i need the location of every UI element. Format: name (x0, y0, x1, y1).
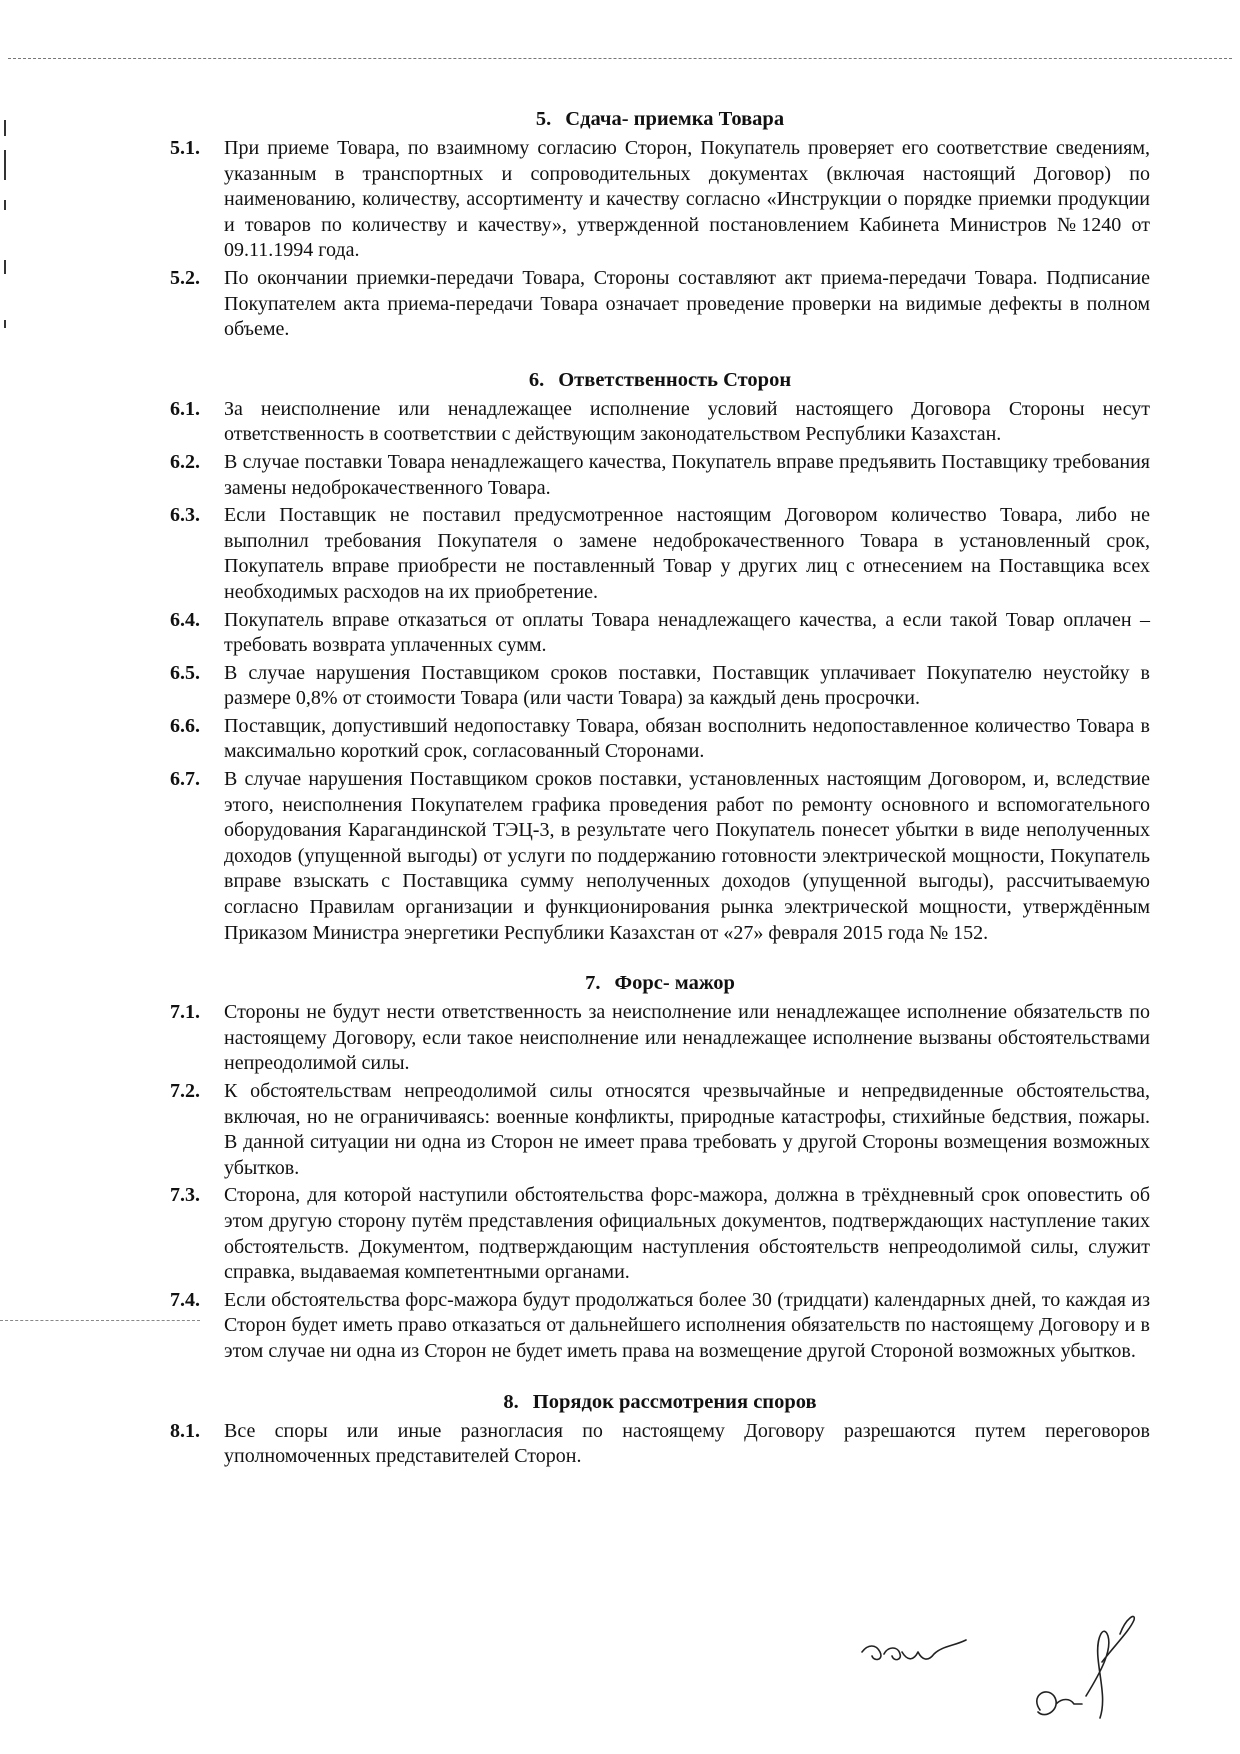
contract-body (170, 106, 1150, 1472)
section-number: 8. (503, 1390, 519, 1413)
clause-7-1 (170, 1000, 1150, 1077)
section-title (170, 970, 1150, 996)
clause-number: 7.1. (170, 1001, 200, 1024)
clause-text: Все споры или иные разногласия по настоящему Договору разрешаются путем переговоров уполномоченных представителей Сторон. (224, 1419, 1150, 1468)
section-8 (170, 1389, 1150, 1470)
clause-number: 7.3. (170, 1184, 200, 1207)
section-5 (170, 106, 1150, 343)
clause-text: В случае нарушения Поставщиком сроков поставки, установленных настоящим Договором, и, вследствие этого, неисполнения Покупателем графика проведения работ по ремонту основного и вспомогательного оборудования Карагандинской ТЭЦ-3, в результате чего Покупатель понесет убытки в виде неполученных доходов (упущенной выгоды) от услуги по поддержанию готовности электрической мощности, Покупатель вправе взыскать с Поставщика сумму неполученных доходов (упущенной выгоды), рассчитываемую согласно Правилам организации и функционирования рынка электрической мощности, утверждённым Приказом Министра энергетики Республики Казахстан от «27» февраля 2015 года № 152. (224, 768, 1150, 944)
clause-text: За неисполнение или ненадлежащее исполнение условий настоящего Договора Стороны несут ответственность в соответствии с действующим законодательством Республики Казахстан. (224, 397, 1150, 446)
clause-text: В случае поставки Товара ненадлежащего качества, Покупатель вправе предъявить Поставщику требования замены недоброкачественного Товара. (224, 450, 1150, 499)
section-number: 7. (585, 972, 601, 995)
clause-6-3 (170, 503, 1150, 605)
clause-8-1 (170, 1419, 1150, 1470)
clause-number: 6.3. (170, 504, 200, 527)
clause-number: 7.2. (170, 1080, 200, 1102)
clause-7-2 (170, 1079, 1150, 1181)
section-title (170, 367, 1150, 393)
section-6 (170, 367, 1150, 946)
signature-2 (1037, 1616, 1134, 1718)
scan-stray-rule (0, 1320, 200, 1321)
clause-text: Поставщик, допустивший недопоставку Товара, обязан восполнить недопоставленное количество Товара в максимально короткий срок, согласованный Сторонами. (224, 714, 1150, 763)
handwritten-signatures (850, 1600, 1180, 1740)
clause-number: 5.1. (170, 137, 200, 159)
clause-text: Если Поставщик не поставил предусмотренное настоящим Договором количество Товара, либо не выполнил требования Покупателя о замене недоброкачественного Товара в установленный срок, Покупатель вправе приобрести не поставленный Товар у других лиц с отнесением на Поставщика всех необходимых расходов на их приобретение. (224, 504, 1150, 603)
clause-5-2 (170, 266, 1150, 343)
clause-number: 5.2. (170, 266, 200, 289)
clause-text: При приеме Товара, по взаимному согласию Сторон, Покупатель проверяет его соответствие сведениям, указанным в транспортных и сопроводительных документах (включая настоящий Договор) по наименованию, количеству, ассортименту и качеству согласно «Инструкции о порядке приемки продукции и товаров по количеству и качеству», утвержденной постановлением Кабинета Министров №1240 от 09.11.1994 года. (224, 137, 1150, 262)
clause-7-4 (170, 1288, 1150, 1365)
clause-6-4 (170, 608, 1150, 659)
clause-text: Стороны не будут нести ответственность за неисполнение или ненадлежащее исполнение обязательств по настоящему Договору, если такое неисполнение или ненадлежащее исполнение вызваны обстоятельствами непреодолимой силы. (224, 1001, 1150, 1075)
clause-text: Если обстоятельства форс-мажора будут продолжаться более 30 (тридцати) календарных дней, то каждая из Сторон будет иметь право отказаться от дальнейшего исполнения обязательств по настоящему Договору и в этом случае ни одна из Сторон не будет иметь права на возмещение другой Стороной возможных убытков. (224, 1288, 1150, 1362)
section-7 (170, 970, 1150, 1364)
clause-number: 6.2. (170, 450, 200, 473)
clause-text: Сторона, для которой наступили обстоятельства форс-мажора, должна в трёхдневный срок оповестить об этом другую сторону путём представления официальных документов, подтверждающих наступление таких обстоятельств. Документом, подтверждающим наступления обстоятельств непреодолимой силы, служит справка, выдаваемая компетентными органами. (224, 1184, 1150, 1284)
signature-1 (862, 1640, 966, 1660)
section-number: 6. (528, 368, 545, 391)
section-number: 5. (535, 108, 552, 130)
clause-number: 8.1. (170, 1419, 200, 1442)
section-title (170, 106, 1150, 132)
clause-number: 7.4. (170, 1288, 200, 1311)
clause-6-7 (170, 767, 1150, 946)
clause-text: По окончании приемки-передачи Товара, Стороны составляют акт приема-передачи Товара. Подписание Покупателем акта приема-передачи Товара означает проведение проверки на видимые дефекты в полном объеме. (224, 266, 1150, 341)
clause-6-1 (170, 397, 1150, 448)
section-heading: Порядок рассмотрения споров (532, 1390, 817, 1413)
clause-number: 6.4. (170, 608, 200, 631)
clause-number: 6.5. (170, 661, 200, 684)
clause-6-2 (170, 450, 1150, 501)
clause-7-3 (170, 1183, 1150, 1285)
section-title (170, 1389, 1150, 1415)
clause-number: 6.1. (170, 397, 200, 420)
scan-top-rule (8, 58, 1232, 59)
scan-left-edge-marks (4, 100, 10, 380)
clause-6-5 (170, 661, 1150, 712)
clause-6-6 (170, 714, 1150, 765)
clause-number: 6.6. (170, 714, 200, 737)
section-heading: Сдача- приемка Товара (565, 108, 785, 130)
clause-number: 6.7. (170, 768, 200, 791)
clause-5-1 (170, 136, 1150, 264)
clause-text: К обстоятельствам непреодолимой силы относятся чрезвычайные и непредвиденные обстоятельства, включая, но не ограничиваясь: военные конфликты, природные катастрофы, стихийные бедствия, пожары. В данной ситуации ни одна из Сторон не имеет права требовать у другой Стороны возмещения возможных убытков. (224, 1080, 1150, 1179)
clause-text: Покупатель вправе отказаться от оплаты Товара ненадлежащего качества, а если такой Товар оплачен – требовать возврата уплаченных сумм. (224, 608, 1150, 657)
section-heading: Ответственность Сторон (558, 368, 792, 391)
section-heading: Форс- мажор (614, 972, 735, 995)
clause-text: В случае нарушения Поставщиком сроков поставки, Поставщик уплачивает Покупателю неустойку в размере 0,8% от стоимости Товара (или части Товара) за каждый день просрочки. (224, 661, 1150, 710)
